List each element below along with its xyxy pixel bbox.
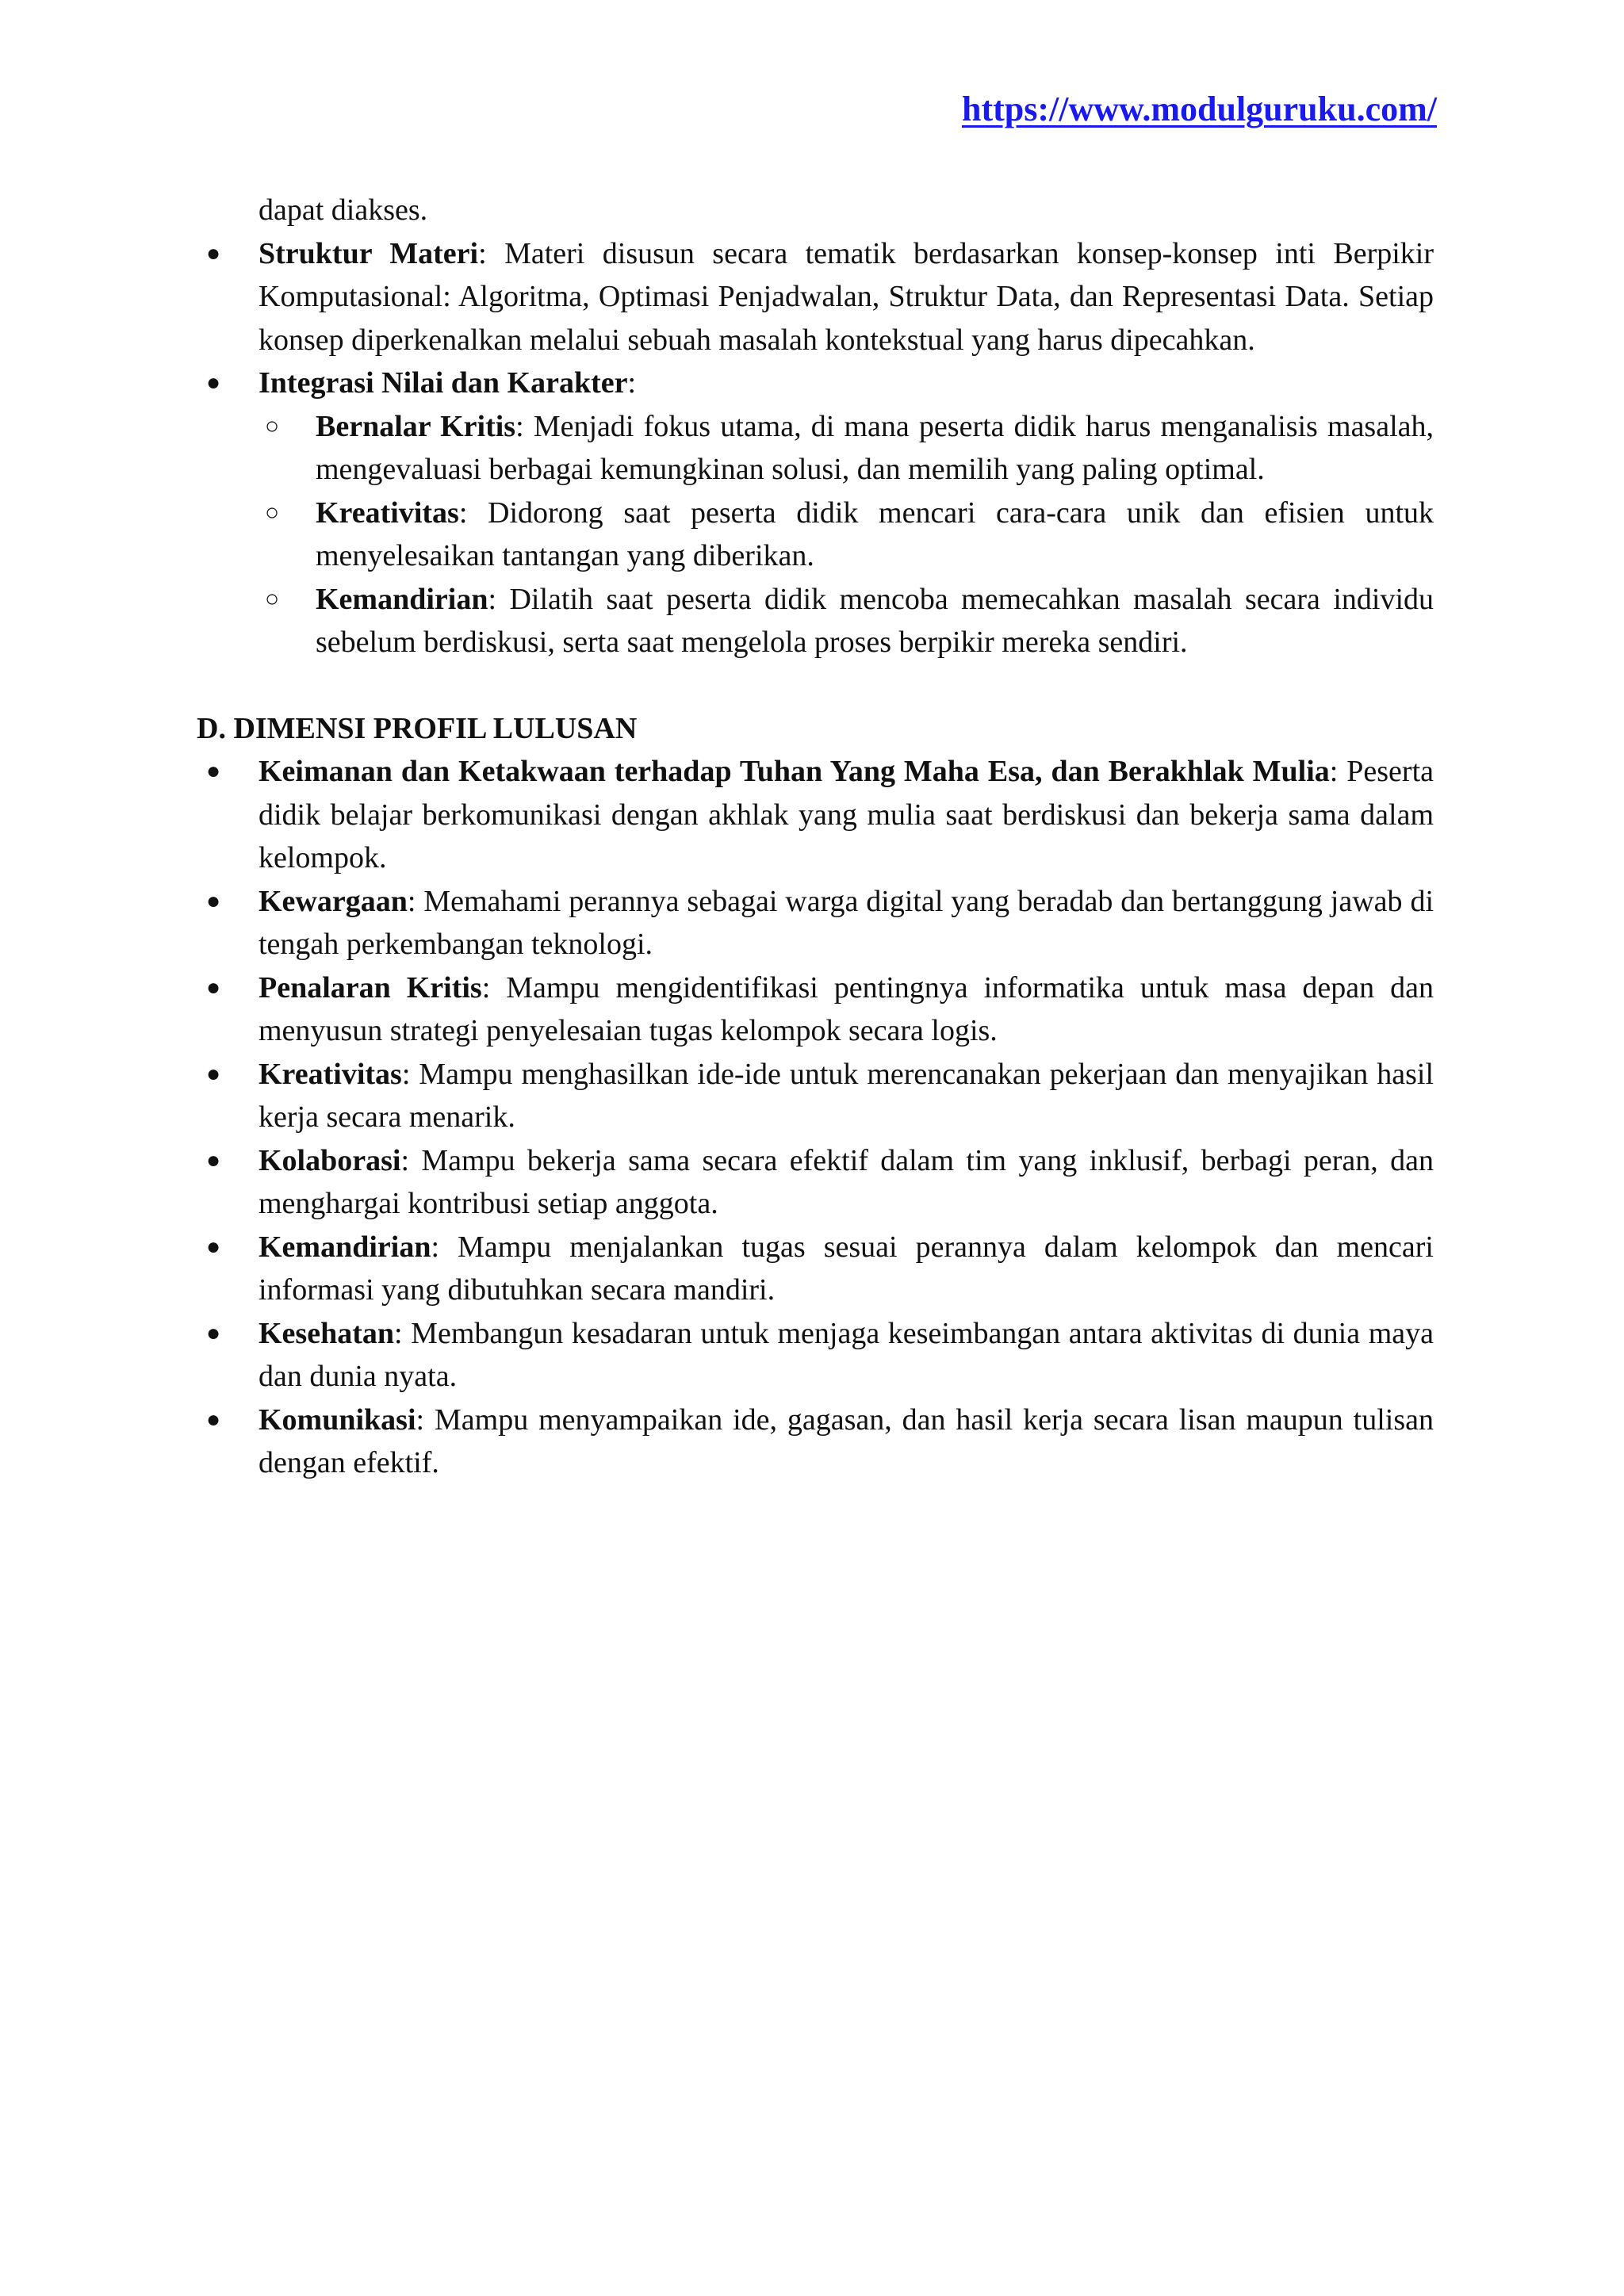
bullet-icon: ● [206,887,221,914]
bullet-icon: ● [206,239,221,266]
item-text: Dilatih saat peserta didik mencoba memecahkan masalah secara individu sebelum berdiskusi, serta saat mengelola proses berpikir mereka sendiri. [316,582,1434,659]
item-text: Mampu bekerja sama secara efektif dalam tim yang inklusif, berbagi peran, dan menghargai kontribusi setiap anggota. [259,1143,1434,1220]
sub-item-bernalar-kritis: ○ Bernalar Kritis: Menjadi fokus utama, di mana peserta didik harus menganalisis masalah, mengevaluasi berbagai kemungkinan solusi, dan memilih yang paling optimal. [259,405,1434,492]
item-term: Kesehatan [259,1316,394,1350]
bullet-icon: ● [206,1060,221,1087]
hollow-bullet-icon: ○ [265,585,280,612]
continuation-text: dapat diakses. [259,193,428,227]
item-term: Kemandirian [316,582,488,616]
sub-item-kreativitas: ○ Kreativitas: Didorong saat peserta didik mencari cara-cara unik dan efisien untuk menyelesaikan tantangan yang diberikan. [259,492,1434,578]
hollow-bullet-icon: ○ [265,412,280,439]
list-item-penalaran-kritis: ● Penalaran Kritis: Mampu mengidentifikasi pentingnya informatika untuk masa depan dan menyusun strategi penyelesaian tugas kelompok secara logis. [197,966,1434,1053]
list-item-kreativitas: ● Kreativitas: Mampu menghasilkan ide-ide untuk merencanakan pekerjaan dan menyajikan hasil kerja secara menarik. [197,1053,1434,1139]
bullet-icon: ● [206,369,221,396]
list-item-keimanan: ● Keimanan dan Ketakwaan terhadap Tuhan Yang Maha Esa, dan Berakhlak Mulia: Peserta didik belajar berkomunikasi dengan akhlak yang mulia saat berdiskusi dan bekerja sama dalam kelompok. [197,750,1434,880]
list-item-struktur-materi: ● Struktur Materi: Materi disusun secara tematik berdasarkan konsep-konsep inti Berpikir Komputasional: Algoritma, Optimasi Penjadwalan, Struktur Data, dan Representasi Data. Setiap konsep diperkenalkan melalui sebuah masalah kontekstual yang harus dipecahkan. [197,232,1434,362]
item-term: Komunikasi [259,1402,416,1437]
dimensi-bullet-list [197,750,1434,1485]
document-body [197,189,1434,1485]
item-term: Penalaran Kritis [259,970,482,1004]
list-item-kesehatan: ● Kesehatan: Membangun kesadaran untuk menjaga keseimbangan antara aktivitas di dunia maya dan dunia nyata. [197,1312,1434,1399]
item-term: Kreativitas [316,496,459,530]
item-term: Integrasi Nilai dan Karakter [259,366,628,400]
item-term: Kolaborasi [259,1143,401,1177]
bullet-icon: ● [206,1233,221,1260]
list-item-kewargaan: ● Kewargaan: Memahami perannya sebagai warga digital yang beradab dan bertanggung jawab di tengah perkembangan teknologi. [197,880,1434,966]
bullet-icon: ● [206,974,221,1001]
item-term: Bernalar Kritis [316,409,516,443]
hollow-bullet-icon: ○ [265,499,280,526]
item-text: Materi disusun secara tematik berdasarkan konsep-konsep inti Berpikir Komputasional: Algoritma, Optimasi Penjadwalan, Struktur Data, dan Representasi Data. Setiap konsep diperkenalkan melalui sebuah masalah kontekstual yang harus dipecahkan. [259,236,1434,357]
list-item-kolaborasi: ● Kolaborasi: Mampu bekerja sama secara efektif dalam tim yang inklusif, berbagi peran, dan menghargai kontribusi setiap anggota. [197,1139,1434,1226]
list-item-integrasi-nilai: ● Integrasi Nilai dan Karakter: ○ Bernalar Kritis: Menjadi fokus utama, di mana peserta didik harus menganalisis masalah, mengevaluasi berbagai kemungkinan solusi, dan memilih yang paling optimal. ○ Kreativitas: Didorong saat peserta didik mencari cara-cara unik dan efisien untuk menyelesaikan tantangan yang diberikan. ○ Kemandirian: Dilatih saat peserta didik mencoba memecahkan masalah secara individu sebelum berdiskusi, serta saat mengelola proses berpikir mereka sendiri. [197,362,1434,664]
sub-item-kemandirian: ○ Kemandirian: Dilatih saat peserta didik mencoba memecahkan masalah secara individu sebelum berdiskusi, serta saat mengelola proses berpikir mereka sendiri. [259,578,1434,664]
bullet-icon: ● [206,758,221,784]
bullet-icon: ● [206,1319,221,1346]
header-url-link[interactable]: https://www.modulguruku.com/ [961,90,1437,128]
sub-bullet-list [259,405,1434,664]
item-term: Struktur Materi [259,236,479,270]
item-text: Menjadi fokus utama, di mana peserta didik harus menganalisis masalah, mengevaluasi berbagai kemungkinan solusi, dan memilih yang paling optimal. [316,409,1434,486]
item-term: Keimanan dan Ketakwaan terhadap Tuhan Yang Maha Esa, dan Berakhlak Mulia [259,755,1330,788]
item-text: Mampu menghasilkan ide-ide untuk merencanakan pekerjaan dan menyajikan hasil kerja secara menarik. [259,1057,1434,1134]
section-heading-dimensi-profil: D. DIMENSI PROFIL LULUSAN [197,711,638,745]
list-item-komunikasi: ● Komunikasi: Mampu menyampaikan ide, gagasan, dan hasil kerja secara lisan maupun tulisan dengan efektif. [197,1399,1434,1485]
bullet-icon: ● [206,1146,221,1173]
top-bullet-list [197,232,1434,664]
bullet-icon: ● [206,1406,221,1433]
item-text: Didorong saat peserta didik mencari cara-cara unik dan efisien untuk menyelesaikan tantangan yang diberikan. [316,496,1434,572]
list-item-kemandirian: ● Kemandirian: Mampu menjalankan tugas sesuai perannya dalam kelompok dan mencari informasi yang dibutuhkan secara mandiri. [197,1226,1434,1312]
item-text: Memahami perannya sebagai warga digital yang beradab dan bertanggung jawab di tengah perkembangan teknologi. [259,884,1434,961]
item-term: Kemandirian [259,1230,431,1264]
item-term: Kewargaan [259,884,408,918]
item-text: Mampu menyampaikan ide, gagasan, dan hasil kerja secara lisan maupun tulisan dengan efektif. [259,1402,1434,1479]
item-term: Kreativitas [259,1057,402,1091]
item-text: Mampu mengidentifikasi pentingnya informatika untuk masa depan dan menyusun strategi penyelesaian tugas kelompok secara logis. [259,970,1434,1047]
item-text: Peserta didik belajar berkomunikasi dengan akhlak yang mulia saat berdiskusi dan bekerja sama dalam kelompok. [259,755,1434,874]
item-text: Mampu menjalankan tugas sesuai perannya dalam kelompok dan mencari informasi yang dibutuhkan secara mandiri. [259,1230,1434,1307]
item-text: Membangun kesadaran untuk menjaga keseimbangan antara aktivitas di dunia maya dan dunia nyata. [259,1316,1434,1393]
